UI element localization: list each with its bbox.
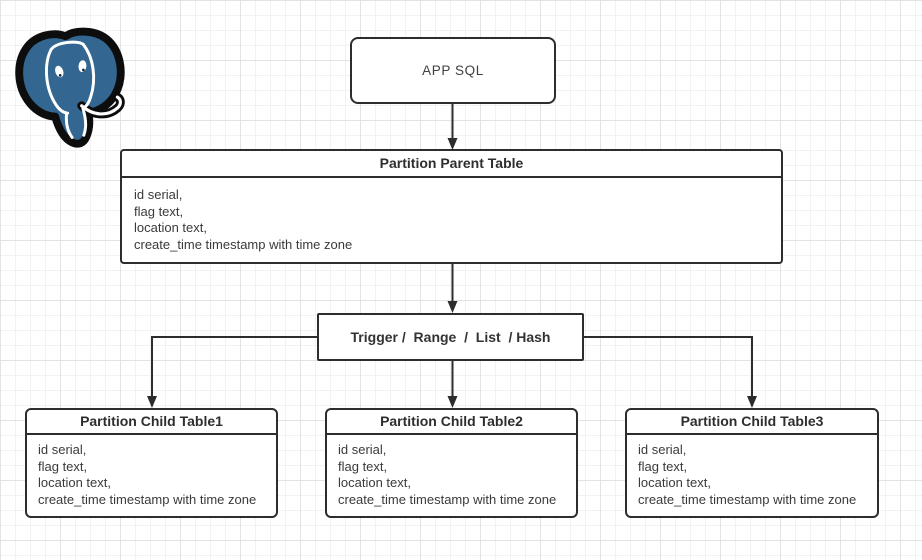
field-line: id serial, bbox=[638, 442, 687, 457]
child-table1-fields bbox=[27, 435, 276, 515]
field-line: create_time timestamp with time zone bbox=[638, 491, 857, 507]
child-table1-title: Partition Child Table1 bbox=[27, 410, 276, 435]
field-line: id serial, bbox=[38, 442, 87, 457]
partition-method-label: Trigger / Range / List / Hash bbox=[350, 329, 551, 345]
node-partition-method[interactable] bbox=[317, 313, 584, 361]
field-line: flag text, bbox=[638, 458, 688, 474]
field-line: create_time timestamp with time zone bbox=[38, 491, 257, 507]
field-line: location text, bbox=[338, 475, 411, 490]
field-line: id serial, bbox=[338, 442, 387, 457]
edge-trigger-to-child1[interactable] bbox=[147, 337, 317, 408]
node-app-sql[interactable] bbox=[350, 37, 556, 104]
elephant-head bbox=[15, 28, 128, 149]
parent-table-title: Partition Parent Table bbox=[122, 151, 781, 178]
field-line: id serial, bbox=[134, 187, 183, 202]
child-table2-title: Partition Child Table2 bbox=[327, 410, 576, 435]
child-table3-title: Partition Child Table3 bbox=[627, 410, 877, 435]
child-table2-fields bbox=[327, 435, 576, 515]
field-line: create_time timestamp with time zone bbox=[338, 491, 557, 507]
field-line: flag text, bbox=[38, 458, 88, 474]
field-line: flag text, bbox=[134, 203, 184, 219]
edge-appsql-to-parent[interactable] bbox=[448, 104, 458, 150]
field-line: location text, bbox=[134, 220, 207, 235]
node-partition-child-table1[interactable] bbox=[25, 408, 278, 518]
field-line: flag text, bbox=[338, 458, 388, 474]
parent-table-fields bbox=[122, 178, 781, 262]
child-table3-fields bbox=[627, 435, 877, 515]
field-line: create_time timestamp with time zone bbox=[134, 236, 353, 252]
field-line: location text, bbox=[638, 475, 711, 490]
node-app-sql-label: APP SQL bbox=[422, 63, 484, 78]
postgresql-logo[interactable] bbox=[6, 26, 138, 152]
node-partition-child-table3[interactable] bbox=[625, 408, 879, 518]
node-partition-parent-table[interactable] bbox=[120, 149, 783, 264]
edge-trigger-to-child3[interactable] bbox=[584, 337, 757, 408]
edge-trigger-to-child2[interactable] bbox=[448, 361, 458, 408]
field-line: location text, bbox=[38, 475, 111, 490]
edge-parent-to-trigger[interactable] bbox=[448, 264, 458, 313]
node-partition-child-table2[interactable] bbox=[325, 408, 578, 518]
